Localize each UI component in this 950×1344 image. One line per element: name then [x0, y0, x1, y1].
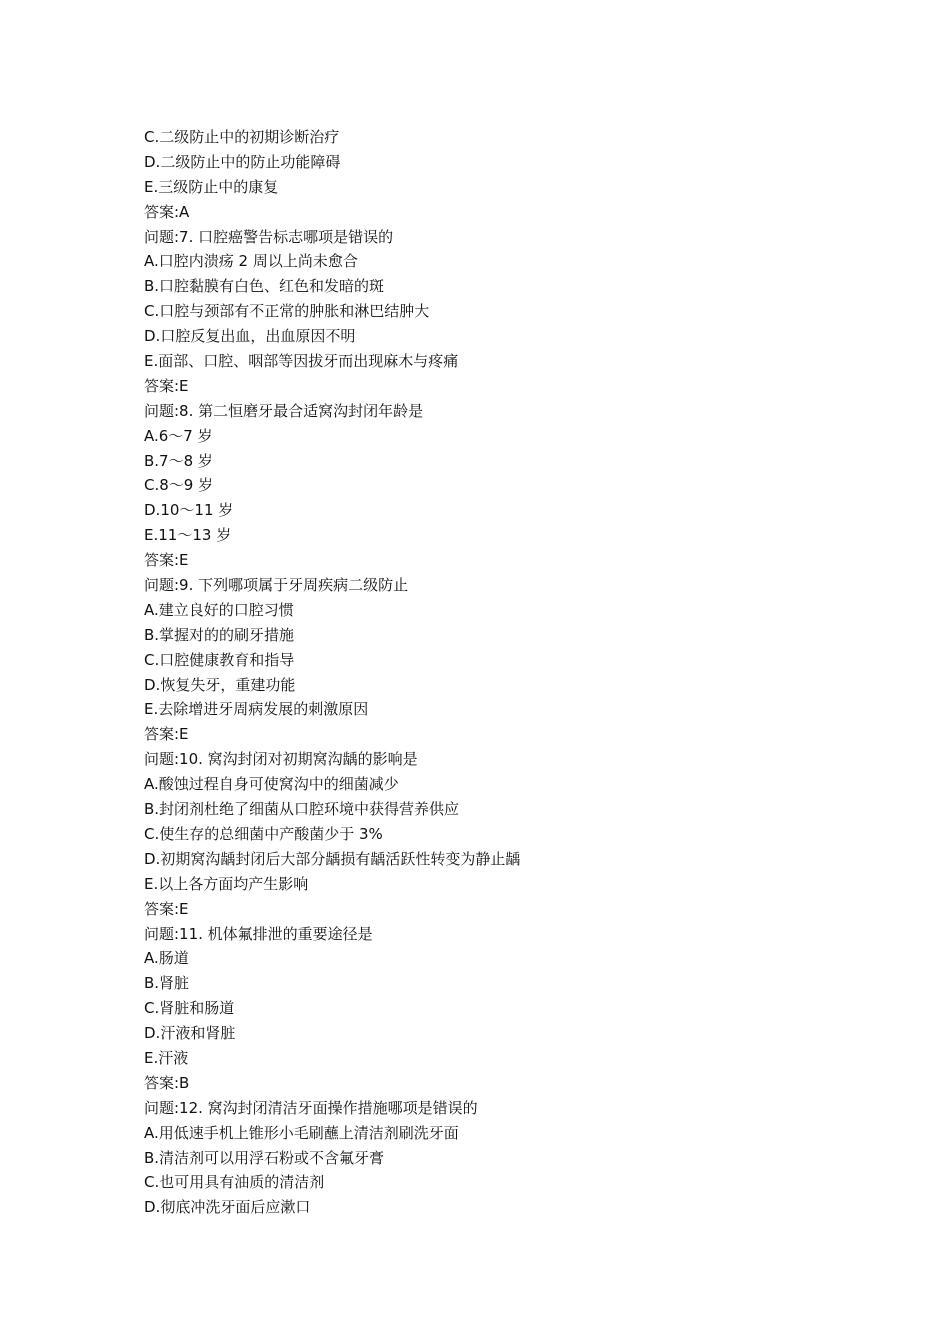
option-d-line: D.二级防止中的防止功能障碍 — [144, 152, 341, 171]
option-e-line: E.面部、口腔、咽部等因拔牙而出现麻木与疼痛 — [144, 352, 459, 371]
option-c-line: C.8～9 岁 — [144, 476, 214, 495]
answer-line: 答案:E — [144, 551, 189, 570]
option-d-line: D.汗液和肾脏 — [144, 1024, 236, 1043]
option-d-line: D.10～11 岁 — [144, 501, 234, 520]
option-e-line: E.以上各方面均产生影响 — [144, 874, 309, 893]
option-b-line: B.清洁剂可以用浮石粉或不含氟牙膏 — [144, 1148, 385, 1167]
question-text-block — [144, 125, 844, 1220]
question-12-line: 问题:12. 窝沟封闭清洁牙面操作措施哪项是错误的 — [144, 1098, 478, 1117]
option-b-line: B.口腔黏膜有白色、红色和发暗的斑 — [144, 277, 385, 296]
answer-line: 答案:E — [144, 725, 189, 744]
option-a-line: A.口腔内溃疡 2 周以上尚未愈合 — [144, 252, 358, 271]
option-b-line: B.7～8 岁 — [144, 451, 213, 470]
option-c-line: C.口腔健康教育和指导 — [144, 650, 295, 669]
question-7-line: 问题:7. 口腔癌警告标志哪项是错误的 — [144, 227, 394, 246]
option-c-line: C.使生存的总细菌中产酸菌少于 3% — [144, 824, 383, 843]
option-a-line: A.酸蚀过程自身可使窝沟中的细菌减少 — [144, 775, 399, 794]
option-d-line: D.恢复失牙，重建功能 — [144, 675, 296, 694]
question-11-line: 问题:11. 机体氟排泄的重要途径是 — [144, 924, 373, 943]
question-8-line: 问题:8. 第二恒磨牙最合适窝沟封闭年龄是 — [144, 401, 424, 420]
option-b-line: B.掌握对的的刷牙措施 — [144, 625, 295, 644]
question-9-line: 问题:9. 下列哪项属于牙周疾病二级防止 — [144, 576, 409, 595]
answer-line: 答案:B — [144, 1073, 190, 1092]
option-b-line: B.肾脏 — [144, 974, 190, 993]
answer-line: 答案:E — [144, 376, 189, 395]
option-e-line: E.三级防止中的康复 — [144, 177, 279, 196]
answer-line: 答案:A — [144, 202, 190, 221]
option-a-line: A.肠道 — [144, 949, 189, 968]
option-a-line: A.6～7 岁 — [144, 426, 213, 445]
option-c-line: C.二级防止中的初期诊断治疗 — [144, 128, 340, 146]
option-d-line: D.彻底冲洗牙面后应漱口 — [144, 1198, 311, 1217]
option-e-line: E.汗液 — [144, 1048, 189, 1067]
option-d-line: D.初期窝沟龋封闭后大部分龋损有龋活跃性转变为静止龋 — [144, 849, 521, 868]
option-b-line: B.封闭剂杜绝了细菌从口腔环境中获得营养供应 — [144, 800, 460, 819]
option-e-line: E.去除增进牙周病发展的刺激原因 — [144, 700, 369, 719]
question-10-line: 问题:10. 窝沟封闭对初期窝沟龋的影响是 — [144, 750, 418, 769]
answer-line: 答案:E — [144, 899, 189, 918]
option-c-line: C.肾脏和肠道 — [144, 999, 235, 1018]
option-c-line: C.也可用具有油质的清洁剂 — [144, 1173, 325, 1192]
option-d-line: D.口腔反复出血，出血原因不明 — [144, 327, 356, 346]
option-a-line: A.建立良好的口腔习惯 — [144, 600, 294, 619]
option-e-line: E.11～13 岁 — [144, 526, 232, 545]
option-a-line: A.用低速手机上锥形小毛刷蘸上清洁剂刷洗牙面 — [144, 1123, 459, 1142]
option-c-line: C.口腔与颈部有不正常的肿胀和淋巴结肿大 — [144, 302, 430, 321]
